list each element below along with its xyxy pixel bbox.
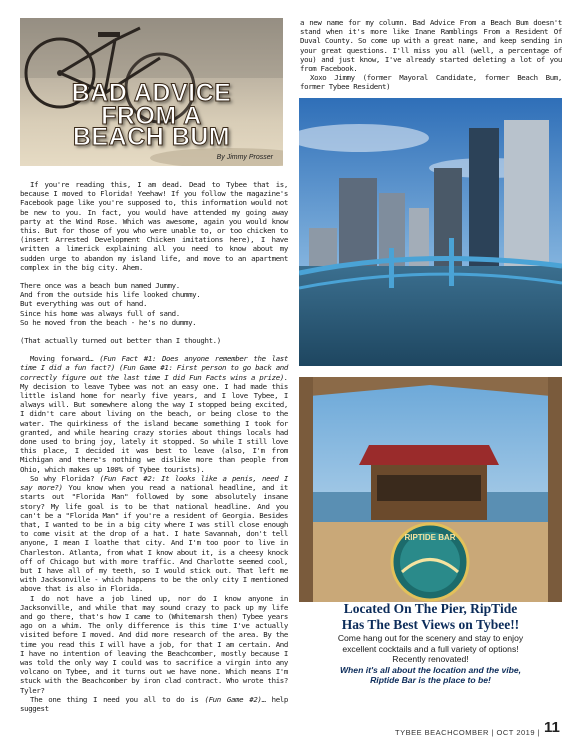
- skyline-illustration: [299, 98, 562, 366]
- jacksonville-skyline-photo: [299, 98, 562, 366]
- limerick-line: So he moved from the beach - he's no dummy.: [20, 317, 197, 327]
- limerick-line: Since his home was always full of sand.: [20, 308, 180, 318]
- limerick-line: There once was a beach bum named Jummy.: [20, 281, 180, 291]
- fun-game: (Fun Game #2): [204, 694, 262, 704]
- article-paragraph-6: [20, 695, 288, 713]
- page-footer: TYBEE BEACHCOMBER | OCT 2019 |: [395, 728, 541, 737]
- riptide-bar-ad: [299, 377, 562, 722]
- limerick-line: But everything was out of hand.: [20, 299, 148, 309]
- riptide-pier-illustration: [299, 377, 562, 602]
- article-title-line-3: BEACH BUM: [72, 123, 231, 151]
- ad-tagline-2: Riptide Bar is the place to be!: [370, 675, 491, 685]
- ad-headline-2: Has The Best Views on Tybee!!: [341, 617, 520, 632]
- paragraph-text: You know when you read a national headline, and it starts out "Florida Man" followed by some absolutely insane story? My life goal is to be that national headline. And you can't be a "Florida Man" if you're a resident of Georgia. Besides that, I wanted to be in a big city where I was still close enough to come visit at the drop of a hat. I hate Savannah, don't tell anyone, I mean I loathe that city. And I'm too poor to live in Charleston. Atlanta, from what I know about it, is a cheesy knock off of Chicago but with more traffic. And Charlotte seemed cool, but I have all of my teeth, so I would stick out. That left me with Jacksonville - which happens to be the only city I mentioned above that is also in Florida.: [20, 483, 288, 594]
- ad-headline-1: Located On The Pier, RipTide: [343, 601, 518, 616]
- limerick-line: And from the outside his life looked chummy.: [20, 290, 201, 300]
- ad-body-3: Recently renovated!: [392, 654, 469, 664]
- fun-fact: (Fun Fact #1: Does anyone remember the last time I did a fun fact?) (Fun Game #1: First person to go back and correctly figure out the last time I did Fun Facts wins a prize).: [20, 354, 289, 382]
- ad-copy: [299, 601, 562, 686]
- article-paragraph-1: If you're reading this, I am dead. Dead to Tybee that is, because I moved to Florida! Yeehaw! If you follow the magazine's Facebook page like you're supposed to, this information would not be new to you. In fact, you would have attended my going away party at the Wind Rose. Which was awesome, again you would know this. But for those of you who were unable to, or too chicken to (insert Arrested Development Chicken imitations here), I have written a limerick explaining all you need to know about my sudden urge to abandon my island life, and move to an apartment complex in the big city. Ahem.: [20, 180, 288, 272]
- article-right-column: [300, 18, 562, 92]
- hero-image: [20, 18, 283, 166]
- article-title-line-1: BAD ADVICE: [71, 79, 232, 107]
- article-paragraph-5: I do not have a job lined up, nor do I know anyone in Jacksonville, and while that may sound crazy to pack up my life and go there, that's how I came to (Whitemarsh then) Tybee years ago on a whim. The only difference is this time I've actually visited before I moved. And did more research of the area. By the time you read this I will have a job, for that I am certain. And I have no intention of leaving the Beachcomber, mostly because I was told the only way I could was to sacrifice a virgin into any volcano on Tybee, and it turns out we have none. Which means I'm stuck with the Beachcomber by iron clad contract. Who wrote this? Tyler?: [20, 593, 288, 695]
- article-paragraph-3: [20, 354, 288, 474]
- article-signoff: Xoxo Jimmy (former Mayoral Candidate, former Beach Bum, former Tybee Resident): [300, 73, 562, 92]
- paragraph-lead: So why Florida?: [30, 473, 100, 483]
- ad-tagline-1: When it's all about the location and the vibe,: [339, 664, 522, 675]
- paragraph-text: My decision to leave Tybee was not an easy one. I had made this little island home for nearly five years, and I love Tybee, I always will. But somewhere along the way I stopped being excited, I didn't care about living on the beach, or being close to the water. The quirkiness of the island became something I took for granted, and while hearing crazy stories about things locals had done used to bring joy, lately it stopped. So while I still love this place, I decided it was best to leave (also, I'm from Michigan and there's nothing we dislike more than people from Ohio, which makes up 100% of Tybee tourists).: [20, 381, 288, 474]
- paragraph-lead: Moving forward…: [30, 354, 100, 364]
- fun-fact: (Fun Fact #2: It looks like a penis, need I say more?): [20, 473, 288, 493]
- article-paragraph-4: [20, 474, 288, 594]
- paragraph-lead: The one thing I need you all to do is: [30, 694, 205, 704]
- ad-body-2: excellent cocktails and a full variety of options!: [342, 643, 519, 654]
- article-byline: By Jimmy Prosser: [216, 154, 273, 161]
- ad-body-1: Come hang out for the scenery and stay to enjoy: [337, 633, 524, 643]
- paragraph-text: … help suggest: [20, 694, 288, 713]
- article-left-column: [20, 180, 288, 713]
- page-number: 11: [544, 719, 560, 736]
- article-paragraph-6-continued: a new name for my column. Bad Advice From a Beach Bum doesn't stand when it's more like Inane Ramblings From a Resident Of Duval County. So come up with a great name, and keep sending in your great questions. I'll miss you all (well, a percentage of you) and just know, I've already started deleting a lot of you from Facebook.: [300, 18, 562, 74]
- riptide-sign: RIPTIDE BAR: [404, 533, 456, 542]
- article-aside: (That actually turned out better than I thought.): [20, 336, 221, 346]
- article-title-line-2: FROM A: [101, 102, 202, 130]
- limerick: [20, 281, 288, 327]
